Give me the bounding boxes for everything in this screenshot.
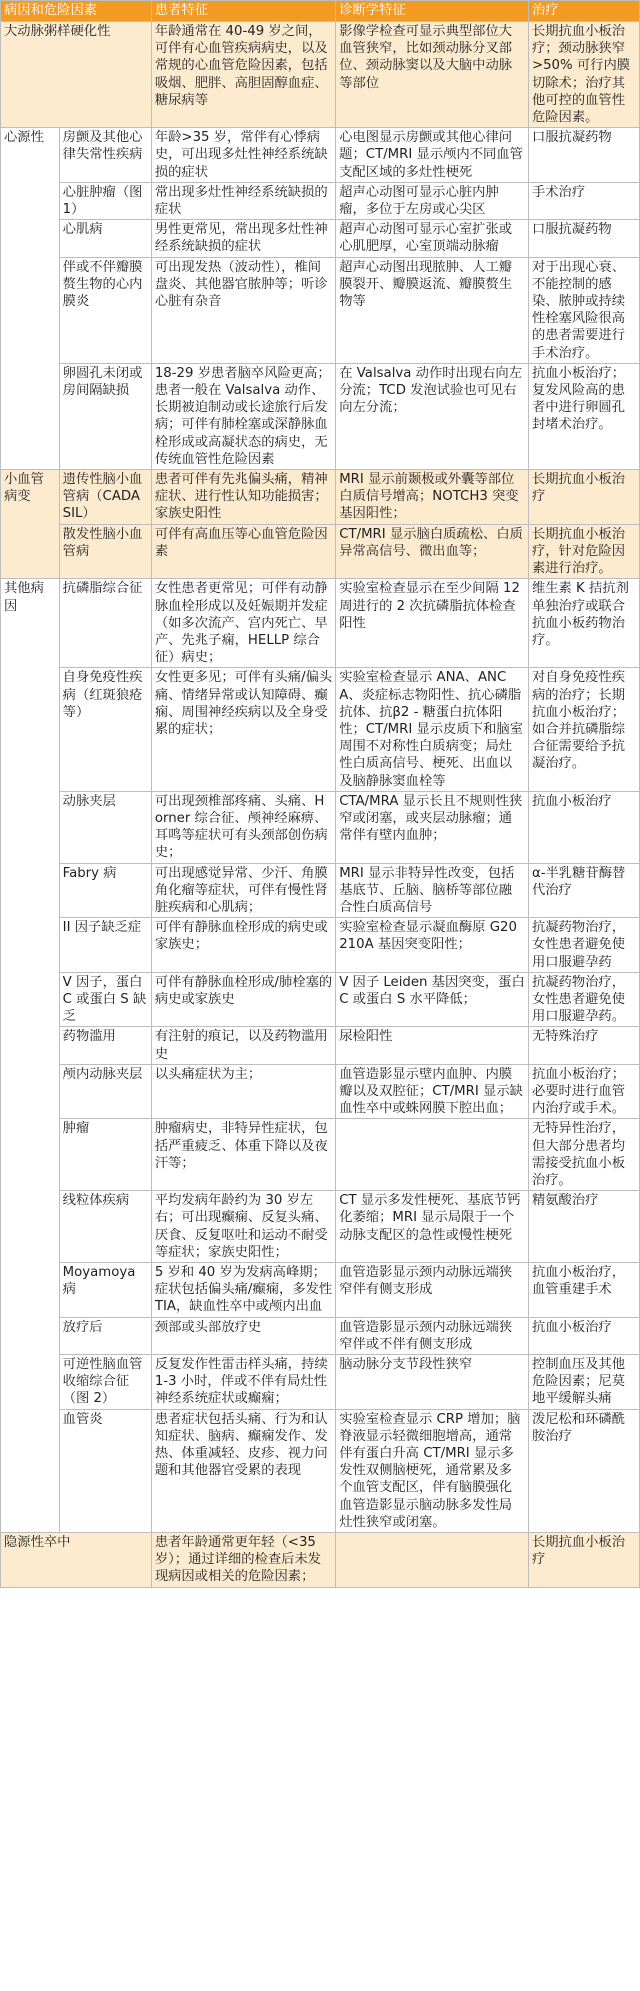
diagnosis-cell: CT 显示多发性梗死、基底节钙化萎缩；MRI 显示局限于一个动脉支配区的急性或慢性梗死: [336, 1191, 529, 1263]
subtype-cell: 动脉夹层: [59, 791, 151, 863]
patient-features-cell: 男性更常见，常出现多灶性神经系统缺损的症状: [151, 220, 335, 257]
diagnosis-cell: 实验室检查显示凝血酶原 G20210A 基因突变阳性；: [336, 918, 529, 973]
diagnosis-cell: 实验室检查显示 CRP 增加；脑脊液显示轻微细胞增高，通常伴有蛋白升高 CT/MRI 显示多发性双侧脑梗死，通常累及多个血管支配区，伴有脑膜强化血管造影显示脑动脉多发性局灶性狭窄或闭塞。: [336, 1409, 529, 1532]
subtype-cell: 心脏肿瘤（图1）: [59, 182, 151, 219]
treatment-cell: 无特殊治疗: [528, 1027, 639, 1064]
table-row: [1, 918, 640, 973]
treatment-cell: 口服抗凝药物: [528, 128, 639, 183]
patient-features-cell: 可出现感觉异常、少汗、角膜角化瘤等症状，可伴有慢性肾脏疾病和心肌病；: [151, 863, 335, 918]
category-cell: 心源性: [1, 128, 60, 470]
diagnosis-cell: 血管造影显示壁内血肿、内膜瓣以及双腔征；CT/MRI 显示缺血性卒中或蛛网膜下腔出血；: [336, 1064, 529, 1119]
table-row: [1, 470, 640, 525]
patient-features-cell: 可伴有静脉血栓形成/肺栓塞的病史或家族史: [151, 972, 335, 1027]
category-cell: 小血管病变: [1, 470, 60, 579]
patient-features-cell: 年龄>35 岁，常伴有心悸病史，可出现多灶性神经系统缺损的症状: [151, 128, 335, 183]
table-row: [1, 1191, 640, 1263]
table-row: [1, 1119, 640, 1191]
diagnosis-cell: MRI 显示前颞极或外囊等部位白质信号增高；NOTCH3 突变基因阳性；: [336, 470, 529, 525]
patient-features-cell: 患者可伴有先兆偏头痛，精神症状、进行性认知功能损害；家族史阳性: [151, 470, 335, 525]
header-treatment: 治疗: [528, 1, 639, 22]
table-row: [1, 1263, 640, 1318]
table-row: [1, 972, 640, 1027]
patient-features-cell: 患者年龄通常更年轻（<35 岁）；通过详细的检查后未发现病因或相关的危险因素；: [151, 1533, 335, 1588]
treatment-cell: 泼尼松和环磷酰胺治疗: [528, 1409, 639, 1532]
table-row: [1, 220, 640, 257]
table-row: [1, 128, 640, 183]
table-row: [1, 579, 640, 668]
treatment-cell: 抗凝药物治疗，女性患者避免使用口服避孕药。: [528, 972, 639, 1027]
table-row: [1, 1027, 640, 1064]
treatment-cell: 抗血小板治疗；复发风险高的患者中进行卵圆孔封堵术治疗。: [528, 363, 639, 469]
diagnosis-cell: 实验室检查显示 ANA、ANCA、炎症标志物阳性、抗心磷脂抗体、抗β2 - 糖蛋白抗体阳性；CT/MRI 显示皮质下和脑室周围不对称性白质病变；局灶性白质高信号、梗死、出血以及脑静脉窦血栓等: [336, 668, 529, 791]
treatment-cell: 长期抗血小板治疗: [528, 470, 639, 525]
subtype-cell: 线粒体疾病: [59, 1191, 151, 1263]
table-row: [1, 257, 640, 363]
subtype-cell: 心肌病: [59, 220, 151, 257]
subtype-cell: 放疗后: [59, 1317, 151, 1354]
patient-features-cell: 女性更多见；可伴有头痛/偏头痛、情绪异常或认知障碍、癫痫、周围神经疾病以及全身受累的症状；: [151, 668, 335, 791]
treatment-cell: 无特异性治疗，但大部分患者均需接受抗血小板治疗。: [528, 1119, 639, 1191]
treatment-cell: α-半乳糖苷酶替代治疗: [528, 863, 639, 918]
treatment-cell: 长期抗血小板治疗；颈动脉狭窄>50% 可行内膜切除术；治疗其他可控的血管性危险因素。: [528, 22, 639, 128]
patient-features-cell: 平均发病年龄约为 30 岁左右；可出现癫痫、反复头痛、厌食、反复呕吐和运动不耐受等症状；家族史阳性；: [151, 1191, 335, 1263]
treatment-cell: 抗血小板治疗: [528, 791, 639, 863]
treatment-cell: 长期抗血小板治疗: [528, 1533, 639, 1588]
diagnosis-cell: [336, 1119, 529, 1191]
table-header-row: [1, 1, 640, 22]
treatment-cell: 维生素 K 拮抗剂单独治疗或联合抗血小板药物治疗。: [528, 579, 639, 668]
treatment-cell: 控制血压及其他危险因素；尼莫地平缓解头痛: [528, 1355, 639, 1410]
diagnosis-cell: MRI 显示非特异性改变，包括基底节、丘脑、脑桥等部位融合性白质高信号: [336, 863, 529, 918]
diagnosis-cell: 脑动脉分支节段性狭窄: [336, 1355, 529, 1410]
header-patient-features: 患者特征: [151, 1, 335, 22]
table-row: [1, 1317, 640, 1354]
table-row: [1, 182, 640, 219]
table-row: [1, 863, 640, 918]
patient-features-cell: 可伴有高血压等心血管危险因素: [151, 524, 335, 579]
category-cell: 大动脉粥样硬化性: [1, 22, 152, 128]
treatment-cell: 抗血小板治疗，血管重建手术: [528, 1263, 639, 1318]
treatment-cell: 长期抗血小板治疗，针对危险因素进行治疗。: [528, 524, 639, 579]
subtype-cell: 房颤及其他心律失常性疾病: [59, 128, 151, 183]
treatment-cell: 口服抗凝药物: [528, 220, 639, 257]
patient-features-cell: 患者症状包括头痛、行为和认知症状、脑病、癫痫发作、发热、体重减轻、皮疹、视力问题和其他器官受累的表现: [151, 1409, 335, 1532]
subtype-cell: II 因子缺乏症: [59, 918, 151, 973]
treatment-cell: 抗血小板治疗: [528, 1317, 639, 1354]
subtype-cell: 可逆性脑血管收缩综合征（图 2）: [59, 1355, 151, 1410]
subtype-cell: 自身免疫性疾病（红斑狼疮等）: [59, 668, 151, 791]
table-row: [1, 22, 640, 128]
treatment-cell: 对自身免疫性疾病的治疗；长期抗血小板治疗；如合并抗磷脂综合征需要给予抗凝治疗。: [528, 668, 639, 791]
diagnosis-cell: 心电图显示房颤或其他心律问题；CT/MRI 显示颅内不同血管支配区域的多灶性梗死: [336, 128, 529, 183]
patient-features-cell: 可出现发热（波动性），椎间盘炎、其他器官脓肿等；听诊心脏有杂音: [151, 257, 335, 363]
diagnosis-cell: 血管造影显示颈内动脉远端狭窄伴有侧支形成: [336, 1263, 529, 1318]
subtype-cell: 颅内动脉夹层: [59, 1064, 151, 1119]
patient-features-cell: 18-29 岁患者脑卒风险更高；患者一般在 Valsalva 动作、长期被迫制动或长途旅行后发病；可伴有肺栓塞或深静脉血栓形成或高凝状态的病史，无传统血管性危险因素: [151, 363, 335, 469]
diagnosis-cell: 影像学检查可显示典型部位大血管狭窄，比如颈动脉分叉部位、颈动脉窦以及大脑中动脉等部位: [336, 22, 529, 128]
patient-features-cell: 反复发作性雷击样头痛，持续 1-3 小时，伴或不伴有局灶性神经系统症状或癫痫；: [151, 1355, 335, 1410]
diagnosis-cell: [336, 1533, 529, 1588]
category-cell: 隐源性卒中: [1, 1533, 152, 1588]
patient-features-cell: 颈部或头部放疗史: [151, 1317, 335, 1354]
diagnosis-cell: CTA/MRA 显示长且不规则性狭窄或闭塞，或夹层动脉瘤；通常伴有壁内血肿；: [336, 791, 529, 863]
treatment-cell: 精氨酸治疗: [528, 1191, 639, 1263]
subtype-cell: 伴或不伴瓣膜赘生物的心内膜炎: [59, 257, 151, 363]
treatment-cell: 抗血小板治疗；必要时进行血管内治疗或手术。: [528, 1064, 639, 1119]
table-row: [1, 1355, 640, 1410]
category-cell: 其他病因: [1, 579, 60, 1533]
diagnosis-cell: 实验室检查显示在至少间隔 12 周进行的 2 次抗磷脂抗体检查阳性: [336, 579, 529, 668]
diagnosis-cell: 尿检阳性: [336, 1027, 529, 1064]
subtype-cell: V 因子，蛋白 C 或蛋白 S 缺乏: [59, 972, 151, 1027]
subtype-cell: 抗磷脂综合征: [59, 579, 151, 668]
table-row: [1, 668, 640, 791]
treatment-cell: 手术治疗: [528, 182, 639, 219]
subtype-cell: 遗传性脑小血管病（CADASIL）: [59, 470, 151, 525]
subtype-cell: 肿瘤: [59, 1119, 151, 1191]
diagnosis-cell: 在 Valsalva 动作时出现右向左分流；TCD 发泡试验也可见右向左分流；: [336, 363, 529, 469]
header-cause: 病因和危险因素: [1, 1, 152, 22]
subtype-cell: 药物滥用: [59, 1027, 151, 1064]
treatment-cell: 抗凝药物治疗，女性患者避免使用口服避孕药: [528, 918, 639, 973]
diagnosis-cell: 超声心动图可显示心室扩张或心肌肥厚，心室顶端动脉瘤: [336, 220, 529, 257]
table-row: [1, 1064, 640, 1119]
treatment-cell: 对于出现心衰、不能控制的感染、脓肿或持续性栓塞风险很高的患者需要进行手术治疗。: [528, 257, 639, 363]
patient-features-cell: 肿瘤病史，非特异性症状，包括严重疲乏、体重下降以及夜汗等；: [151, 1119, 335, 1191]
patient-features-cell: 年龄通常在 40-49 岁之间，可伴有心血管疾病病史，以及常规的心血管危险因素，包括吸烟、肥胖、高胆固醇血症、糖尿病等: [151, 22, 335, 128]
subtype-cell: Fabry 病: [59, 863, 151, 918]
patient-features-cell: 可出现颈椎部疼痛、头痛、Horner 综合征、颅神经麻痹、耳鸣等症状可有头颈部创伤病史；: [151, 791, 335, 863]
patient-features-cell: 有注射的痕记，以及药物滥用史: [151, 1027, 335, 1064]
table-body: [1, 22, 640, 1588]
subtype-cell: 散发性脑小血管病: [59, 524, 151, 579]
table-row: [1, 1533, 640, 1588]
table-row: [1, 524, 640, 579]
table-row: [1, 791, 640, 863]
subtype-cell: 卵圆孔未闭或房间隔缺损: [59, 363, 151, 469]
diagnosis-cell: 血管造影显示颈内动脉远端狭窄伴或不伴有侧支形成: [336, 1317, 529, 1354]
table-row: [1, 363, 640, 469]
subtype-cell: 血管炎: [59, 1409, 151, 1532]
patient-features-cell: 以头痛症状为主；: [151, 1064, 335, 1119]
patient-features-cell: 女性患者更常见；可伴有动静脉血栓形成以及妊娠期并发症（如多次流产、宫内死亡、早产、先兆子痫，HELLP 综合征）病史；: [151, 579, 335, 668]
subtype-cell: Moyamoya 病: [59, 1263, 151, 1318]
patient-features-cell: 5 岁和 40 岁为发病高峰期；症状包括偏头痛/癫痫，多发性 TIA，缺血性卒中或颅内出血: [151, 1263, 335, 1318]
patient-features-cell: 可伴有静脉血栓形成的病史或家族史；: [151, 918, 335, 973]
diagnosis-cell: 超声心动图出现脓肿、人工瓣膜裂开、瓣膜返流、瓣膜赘生物等: [336, 257, 529, 363]
diagnosis-cell: CT/MRI 显示脑白质疏松、白质异常高信号、微出血等；: [336, 524, 529, 579]
header-diagnostic-features: 诊断学特征: [336, 1, 529, 22]
diagnosis-cell: V 因子 Leiden 基因突变，蛋白 C 或蛋白 S 水平降低；: [336, 972, 529, 1027]
table-row: [1, 1409, 640, 1532]
patient-features-cell: 常出现多灶性神经系统缺损的症状: [151, 182, 335, 219]
diagnosis-cell: 超声心动图可显示心脏内肿瘤，多位于左房或心尖区: [336, 182, 529, 219]
